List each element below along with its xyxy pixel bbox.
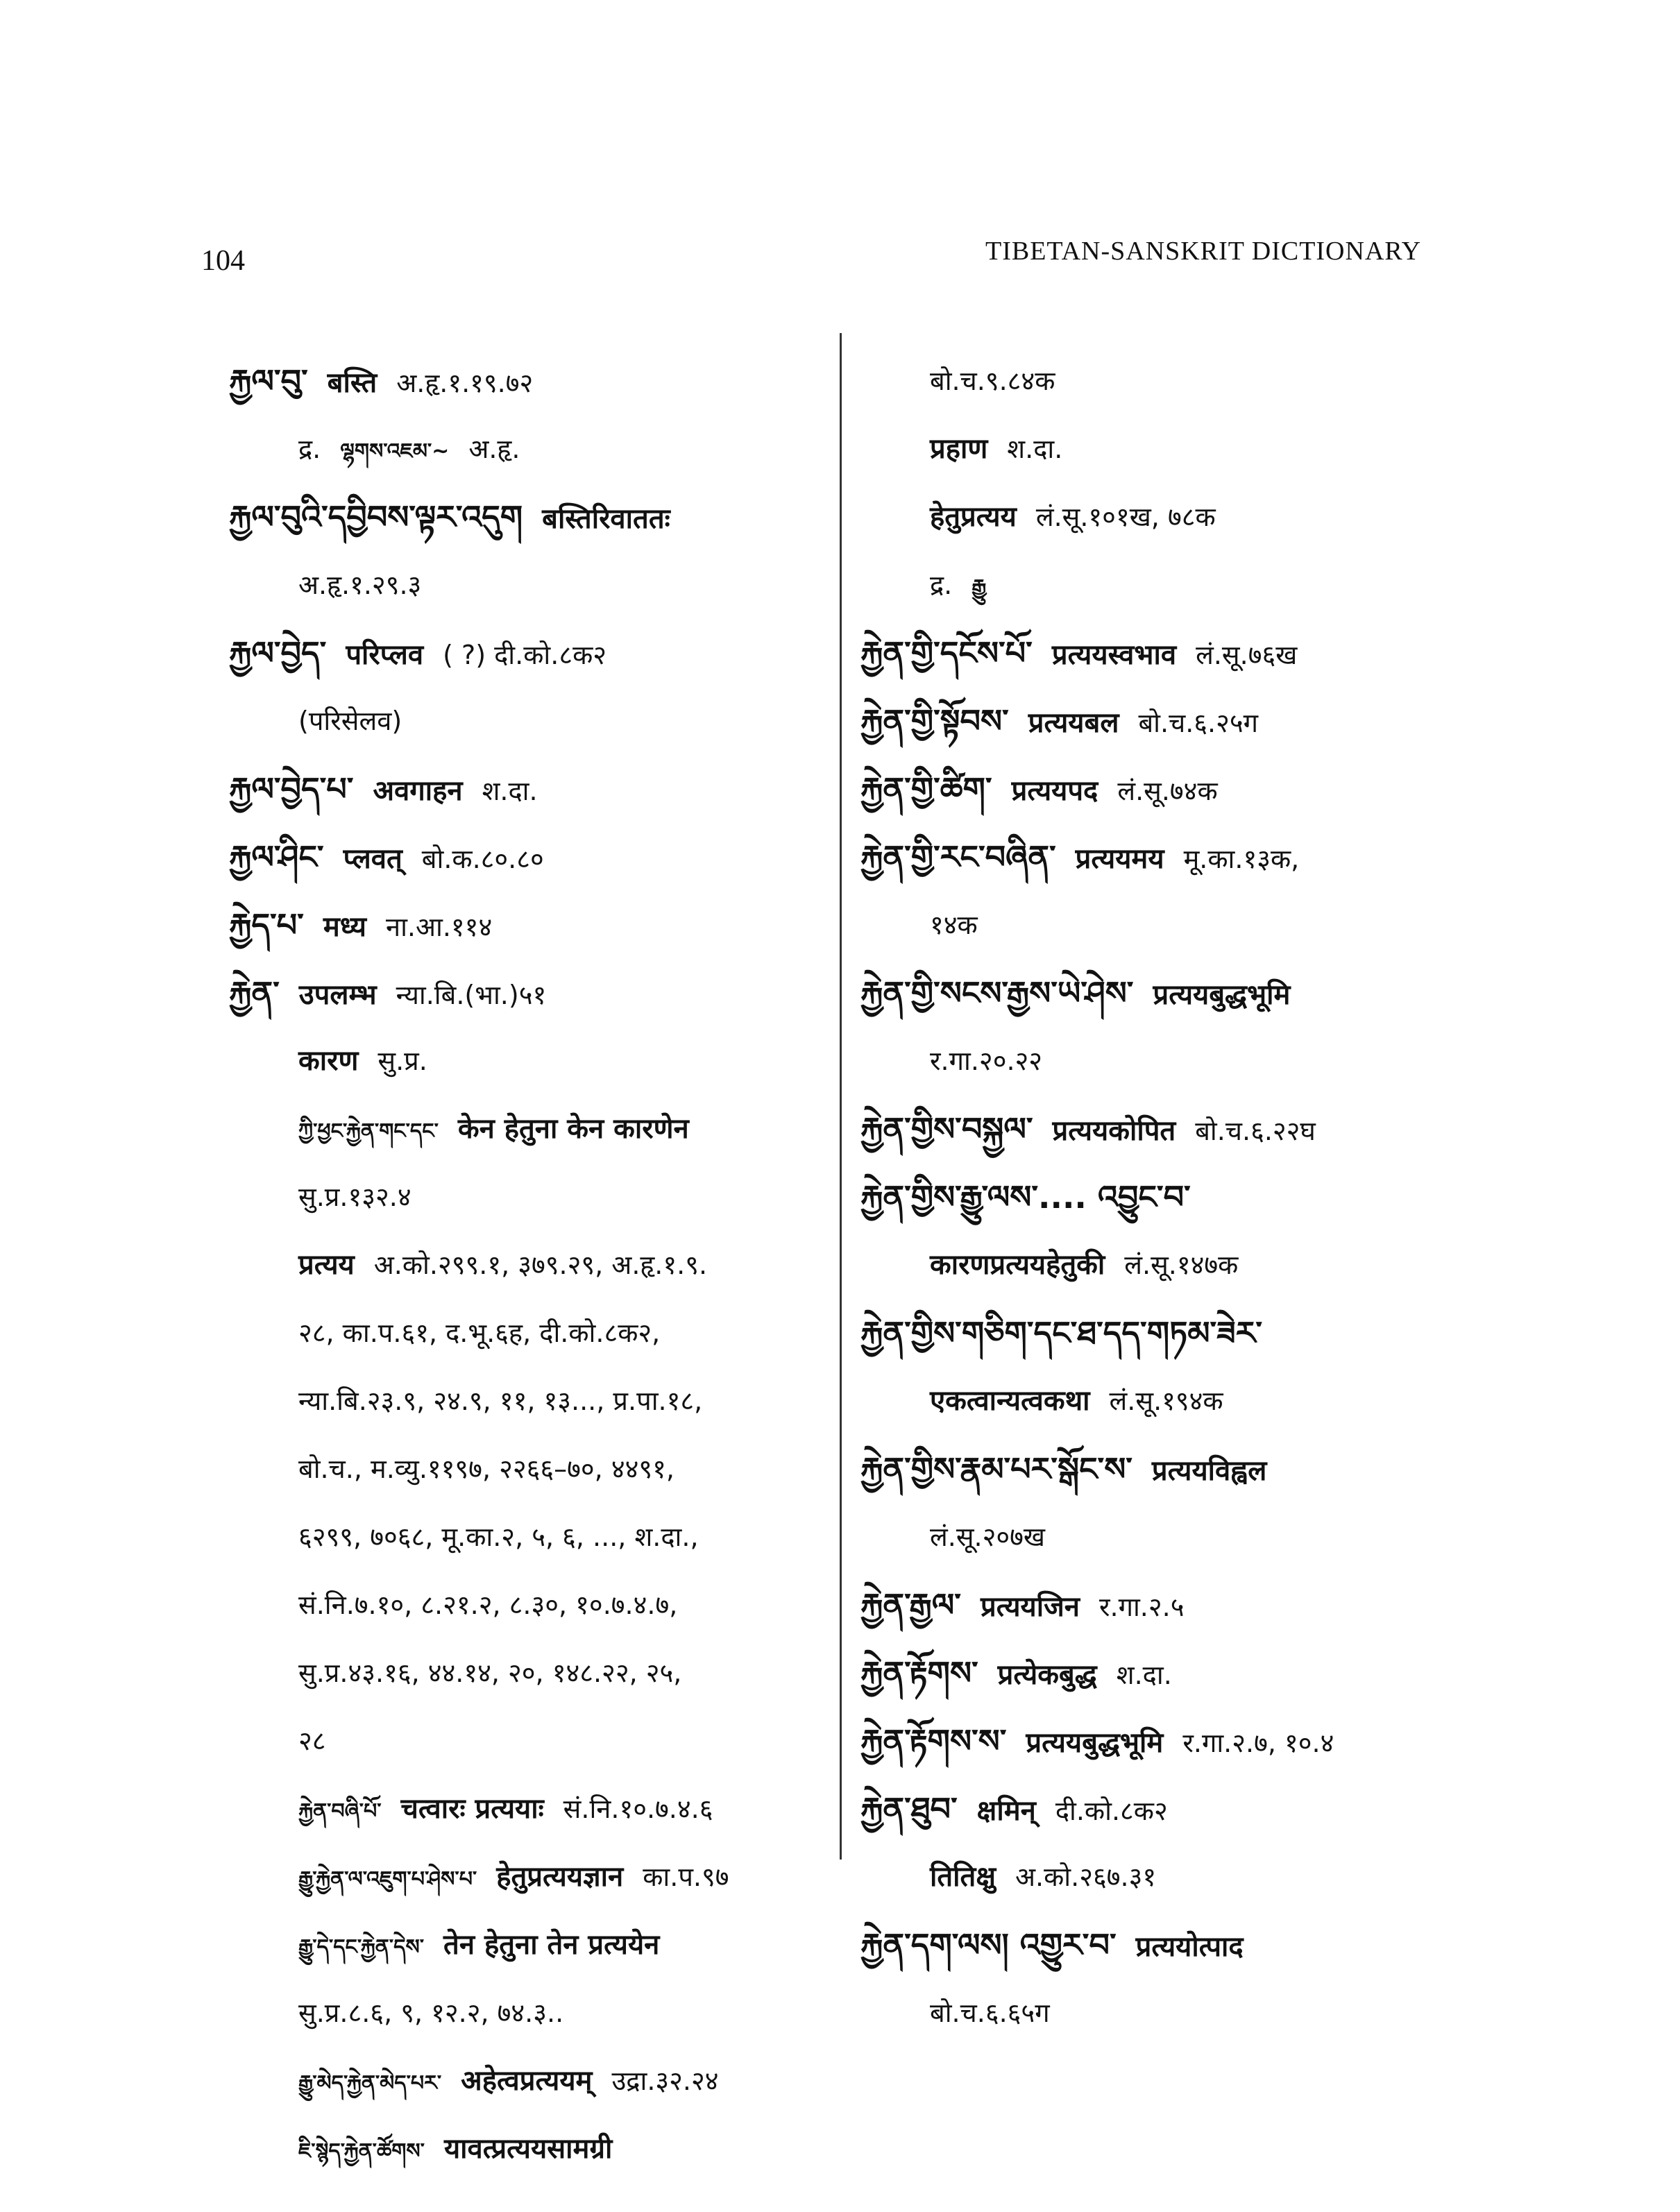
sanskrit-equivalent: अवगाहन: [373, 775, 463, 807]
reference: लं.सू.१०१ख, ७८क: [1035, 502, 1216, 532]
reference: दी.को.८क२: [1055, 1796, 1168, 1826]
dictionary-line: [229, 1027, 826, 1095]
dictionary-line: [229, 1911, 826, 1979]
dictionary-line: [860, 415, 1471, 483]
sanskrit-equivalent: प्रत्ययमय: [1075, 843, 1164, 875]
sanskrit-equivalent: प्रत्ययकोपित: [1052, 1115, 1176, 1147]
dictionary-line: [860, 1571, 1471, 1639]
reference: अ.हृ.१.१९.७२: [396, 368, 534, 398]
reference: ६२९९, ७०६८, मू.का.२, ५, ६, ..., श.दा.,: [298, 1522, 699, 1552]
sanskrit-equivalent: कारण: [298, 1045, 359, 1077]
dictionary-line: [229, 1367, 826, 1435]
page-number: 104: [201, 245, 245, 277]
tibetan-headword: རྐྱེན་གྱིས་རྒྱུ་ལས་.... འབྱུང་བ་: [860, 1178, 1191, 1216]
tibetan-headword: རྐྱེན་: [229, 974, 280, 1012]
tibetan-phrase: རྒྱུ་དེ་དང་རྐྱེན་དེས་: [298, 1935, 425, 1959]
reference: ( ?) दी.को.८क२: [443, 640, 607, 670]
sanskrit-equivalent: प्रत्ययबुद्धभूमि: [1153, 979, 1291, 1011]
sanskrit-equivalent: तितिक्षु: [930, 1861, 996, 1893]
reference: सु.प्र.१३२.४: [298, 1182, 411, 1212]
dictionary-line: [229, 347, 826, 415]
dictionary-line: [229, 619, 826, 687]
dictionary-line: [229, 891, 826, 959]
dictionary-line: [860, 959, 1471, 1027]
dictionary-line: [229, 1299, 826, 1367]
dictionary-line: [229, 687, 826, 755]
reference: बो.च.६.२२घ: [1195, 1116, 1316, 1146]
reference: ना.आ.११४: [386, 912, 493, 942]
reference: का.प.९७: [643, 1862, 729, 1892]
reference: र.गा.२.७, १०.४: [1182, 1728, 1334, 1758]
tibetan-headword: རྐྱེན་གྱི་དངོས་པོ་: [860, 634, 1033, 672]
dictionary-line: [229, 1095, 826, 1163]
reference: बो.च., म.व्यु.११९७, २२६६–७०, ४४९१,: [298, 1454, 674, 1484]
sanskrit-equivalent: चत्वारः प्रत्ययाः: [400, 1793, 544, 1825]
dictionary-line: [229, 959, 826, 1027]
reference: द्र.: [298, 434, 321, 464]
tibetan-headword: རྐྱེན་རྒྱལ་: [860, 1586, 961, 1624]
tibetan-headword: རྐྱེན་གྱི་སངས་རྒྱས་ཡེ་ཤེས་: [860, 974, 1134, 1012]
reference: श.दा.: [1116, 1660, 1172, 1690]
sanskrit-equivalent: बस्तिरिवाततः: [542, 503, 670, 535]
dictionary-line: [229, 1639, 826, 1707]
sanskrit-equivalent: प्रत्ययपद: [1011, 775, 1098, 807]
tibetan-phrase: ལྷགས་འཇམ་~: [340, 439, 450, 463]
reference: सु.प्र.४३.१६, ४४.१४, २०, १४८.२२, २५,: [298, 1658, 682, 1688]
dictionary-line: [229, 2115, 826, 2183]
sanskrit-equivalent: प्रत्ययस्वभाव: [1051, 639, 1177, 671]
reference: सु.प्र.८.६, ९, १२.२, ७४.३..: [298, 1998, 564, 2028]
dictionary-line: [860, 891, 1471, 959]
sanskrit-equivalent: प्रत्यय: [298, 1249, 355, 1281]
dictionary-line: [860, 687, 1471, 755]
reference: लं.सू.१४७क: [1124, 1250, 1239, 1280]
dictionary-line: [860, 1707, 1471, 1775]
dictionary-line: [229, 551, 826, 619]
dictionary-line: [229, 823, 826, 891]
reference: लं.सू.१९४क: [1109, 1386, 1223, 1416]
sanskrit-equivalent: प्रत्ययबुद्धभूमि: [1026, 1727, 1164, 1759]
sanskrit-equivalent: प्रत्येकबुद्ध: [997, 1659, 1097, 1691]
sanskrit-equivalent: केन हेतुना केन कारणेन: [457, 1113, 689, 1145]
reference: द्र.: [930, 570, 953, 600]
reference: सु.प्र.: [377, 1046, 427, 1076]
dictionary-line: [860, 619, 1471, 687]
dictionary-line: [860, 1435, 1471, 1503]
reference: र.गा.२.५: [1098, 1592, 1185, 1622]
tibetan-headword: རྐྱལ་བུ་: [229, 362, 308, 400]
dictionary-line: [229, 2047, 826, 2115]
sanskrit-equivalent: प्रत्ययोत्पाद: [1135, 1931, 1244, 1963]
sanskrit-equivalent: प्रहाण: [930, 433, 988, 465]
dictionary-line: [229, 1435, 826, 1503]
tibetan-headword: རྐྱེན་གྱིས་རྣམ་པར་སྒོང་ས་: [860, 1450, 1132, 1488]
column-divider: [840, 333, 842, 1860]
reference: १४क: [930, 910, 978, 940]
reference: बो.च.६.६५ग: [930, 1998, 1050, 2028]
dictionary-line: [229, 1707, 826, 1775]
sanskrit-equivalent: मध्य: [323, 911, 366, 943]
dictionary-line: [229, 1775, 826, 1843]
tibetan-headword: རྐྱེན་རྟོགས་ས་: [860, 1722, 1007, 1760]
running-head: TIBETAN-SANSKRIT DICTIONARY: [985, 237, 1422, 266]
reference: न्या.बि.२३.९, २४.९, ११, १३..., प्र.पा.१८,: [298, 1386, 703, 1416]
reference: अ.को.२९९.१, ३७९.२९, अ.हृ.१.९.: [373, 1250, 708, 1280]
right-column: [860, 347, 1471, 2047]
dictionary-line: [229, 1503, 826, 1571]
reference: सं.नि.१०.७.४.६: [563, 1794, 713, 1824]
dictionary-line: [229, 755, 826, 823]
reference: बो.क.८०.८०: [421, 844, 544, 874]
dictionary-line: [860, 1843, 1471, 1911]
sanskrit-equivalent: परिप्लव: [346, 639, 424, 671]
dictionary-line: [860, 1639, 1471, 1707]
reference: लं.सू.२०७ख: [930, 1522, 1045, 1552]
sanskrit-equivalent: बस्ति: [327, 367, 377, 399]
tibetan-headword: རྐྱལ་བུའི་དབྱིབས་ལྟར་འདུག: [229, 498, 523, 536]
dictionary-line: [229, 415, 826, 483]
reference: लं.सू.७६ख: [1196, 640, 1298, 670]
dictionary-line: [860, 1367, 1471, 1435]
tibetan-headword: རྐྱེན་གྱིས་གཅིག་དང་ཐ་དད་གཏམ་ཟེར་: [860, 1314, 1263, 1352]
tibetan-headword: རྐྱལ་བྱེད་: [229, 634, 327, 672]
dictionary-line: [229, 1979, 826, 2047]
sanskrit-equivalent: अहेत्वप्रत्ययम्: [461, 2065, 593, 2097]
dictionary-line: [860, 1231, 1471, 1299]
sanskrit-equivalent: कारणप्रत्ययहेतुकी: [930, 1249, 1105, 1281]
tibetan-phrase: ཀྱི་ཕྱང་རྐྱེན་གང་དང་: [298, 1119, 439, 1143]
tibetan-headword: རྐྱེན་གྱིས་བསྐྱལ་: [860, 1110, 1033, 1148]
reference: सं.नि.७.१०, ८.२१.२, ८.३०, १०.७.४.७,: [298, 1590, 678, 1620]
sanskrit-equivalent: हेतुप्रत्यय: [930, 501, 1017, 533]
sanskrit-equivalent: क्षमिन्: [976, 1795, 1036, 1827]
dictionary-line: [860, 1911, 1471, 1979]
dictionary-line: [229, 1163, 826, 1231]
sanskrit-equivalent: प्रत्ययजिन: [980, 1591, 1080, 1623]
reference: अ.हृ.१.२९.३: [298, 570, 422, 600]
tibetan-phrase: རྐྱེན་བཞི་པོ་: [298, 1799, 382, 1823]
dictionary-line: [860, 551, 1471, 619]
dictionary-line: [860, 1299, 1471, 1367]
dictionary-line: [860, 823, 1471, 891]
dictionary-line: [860, 755, 1471, 823]
tibetan-phrase: ཇི་སྙེད་རྐྱེན་ཚོགས་: [298, 2139, 425, 2163]
tibetan-headword: རྐྱེད་པ་: [229, 906, 304, 944]
reference: अ.हृ.: [468, 434, 520, 464]
sanskrit-equivalent: एकत्वान्यत्वकथा: [930, 1385, 1090, 1417]
dictionary-line: [860, 1503, 1471, 1571]
sanskrit-equivalent: प्रत्ययविह्वल: [1151, 1455, 1267, 1487]
dictionary-line: [860, 1095, 1471, 1163]
reference: (परिसेलव): [298, 706, 402, 736]
reference: श.दा.: [482, 776, 538, 806]
sanskrit-equivalent: तेन हेतुना तेन प्रत्ययेन: [443, 1929, 660, 1961]
reference: २८: [298, 1726, 326, 1756]
tibetan-headword: རྐྱེན་རྟོགས་: [860, 1654, 978, 1692]
dictionary-line: [860, 347, 1471, 415]
tibetan-phrase: རྒྱུ་མེད་རྐྱེན་མེད་པར་: [298, 2071, 442, 2095]
tibetan-phrase: རྒྱུ་རྐྱེན་ལ་འཇུག་པ་ཤེས་པ་: [298, 1867, 477, 1891]
tibetan-headword: རྐྱལ་ཤིང་: [229, 838, 324, 876]
reference: श.दा.: [1007, 434, 1063, 464]
left-column: [229, 347, 826, 2183]
dictionary-line: [229, 1571, 826, 1639]
dictionary-line: [860, 1163, 1471, 1231]
sanskrit-equivalent: यावत्प्रत्ययसामग्री: [443, 2133, 613, 2165]
reference: र.गा.२०.२२: [930, 1046, 1043, 1076]
tibetan-headword: རྐྱེན་གྱི་སྟོབས་: [860, 702, 1009, 740]
reference: न्या.बि.(भा.)५१: [396, 980, 547, 1010]
tibetan-phrase: རྒྱུ: [971, 575, 987, 599]
sanskrit-equivalent: उपलम्भ: [298, 979, 377, 1011]
reference: लं.सू.७४क: [1117, 776, 1218, 806]
sanskrit-equivalent: प्लवत्: [343, 843, 402, 875]
reference: बो.च.९.८४क: [930, 366, 1055, 396]
dictionary-line: [229, 1231, 826, 1299]
tibetan-headword: རྐྱེན་དག་ལས། འགྱུར་བ་: [860, 1926, 1117, 1964]
reference: मू.का.१३क,: [1183, 844, 1300, 874]
tibetan-headword: རྐྱལ་བྱེད་པ་: [229, 770, 354, 808]
reference: २८, का.प.६१, द.भू.६ह, दी.को.८क२,: [298, 1318, 661, 1348]
reference: उद्रा.३२.२४: [611, 2066, 719, 2096]
dictionary-line: [229, 1843, 826, 1911]
dictionary-line: [860, 483, 1471, 551]
dictionary-line: [860, 1027, 1471, 1095]
dictionary-line: [229, 483, 826, 551]
reference: बो.च.६.२५ग: [1138, 708, 1259, 738]
sanskrit-equivalent: प्रत्ययबल: [1028, 707, 1119, 739]
sanskrit-equivalent: हेतुप्रत्ययज्ञान: [496, 1861, 624, 1893]
tibetan-headword: རྐྱེན་གྱི་རང་བཞིན་: [860, 838, 1056, 876]
dictionary-line: [860, 1775, 1471, 1843]
tibetan-headword: རྐྱེན་གྱི་ཚིག་: [860, 770, 992, 808]
reference: अ.को.२६७.३१: [1015, 1862, 1157, 1892]
tibetan-headword: རྐྱེན་ཐུབ་: [860, 1790, 958, 1828]
dictionary-line: [860, 1979, 1471, 2047]
